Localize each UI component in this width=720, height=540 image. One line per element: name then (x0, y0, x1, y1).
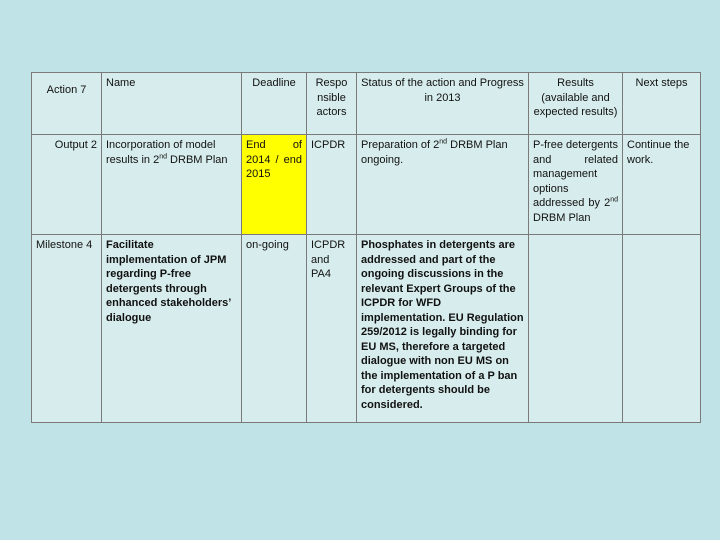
header-name: Name (102, 73, 242, 135)
header-next-steps: Next steps (623, 73, 701, 135)
row-deadline: End of 2014 / end 2015 (242, 135, 307, 235)
header-results: Results (available and expected results) (529, 73, 623, 135)
row-responsible: ICPDR (307, 135, 357, 235)
row-name: Facilitate implementation of JPM regarding P-free detergents through enhanced stakeholders’ dialogue (102, 235, 242, 423)
header-deadline: Deadline (242, 73, 307, 135)
row-status: Preparation of 2nd DRBM Plan ongoing. (357, 135, 529, 235)
header-action: Action 7 (32, 73, 102, 135)
row-id: Output 2 (32, 135, 102, 235)
row-responsible: ICPDR and PA4 (307, 235, 357, 423)
header-row (32, 73, 701, 135)
row-results: P-free detergents and related management options addressed by 2nd DRBM Plan (529, 135, 623, 235)
row-id: Milestone 4 (32, 235, 102, 423)
header-responsible: Respo nsible actors (307, 73, 357, 135)
action-table (31, 72, 701, 423)
row-name: Incorporation of model results in 2nd DRBM Plan (102, 135, 242, 235)
header-status: Status of the action and Progress in 2013 (357, 73, 529, 135)
table-row-output-2 (32, 135, 701, 235)
row-deadline: on-going (242, 235, 307, 423)
row-next-steps: Continue the work. (623, 135, 701, 235)
row-results (529, 235, 623, 423)
row-status: Phosphates in detergents are addressed and part of the ongoing discussions in the relevant Expert Groups of the ICPDR for WFD implementation. EU Regulation 259/2012 is legally binding for EU MS, therefore a targeted dialogue with non EU MS on the implementation of a P ban for detergents should be considered. (357, 235, 529, 423)
row-next-steps (623, 235, 701, 423)
table-row-milestone-4 (32, 235, 701, 423)
